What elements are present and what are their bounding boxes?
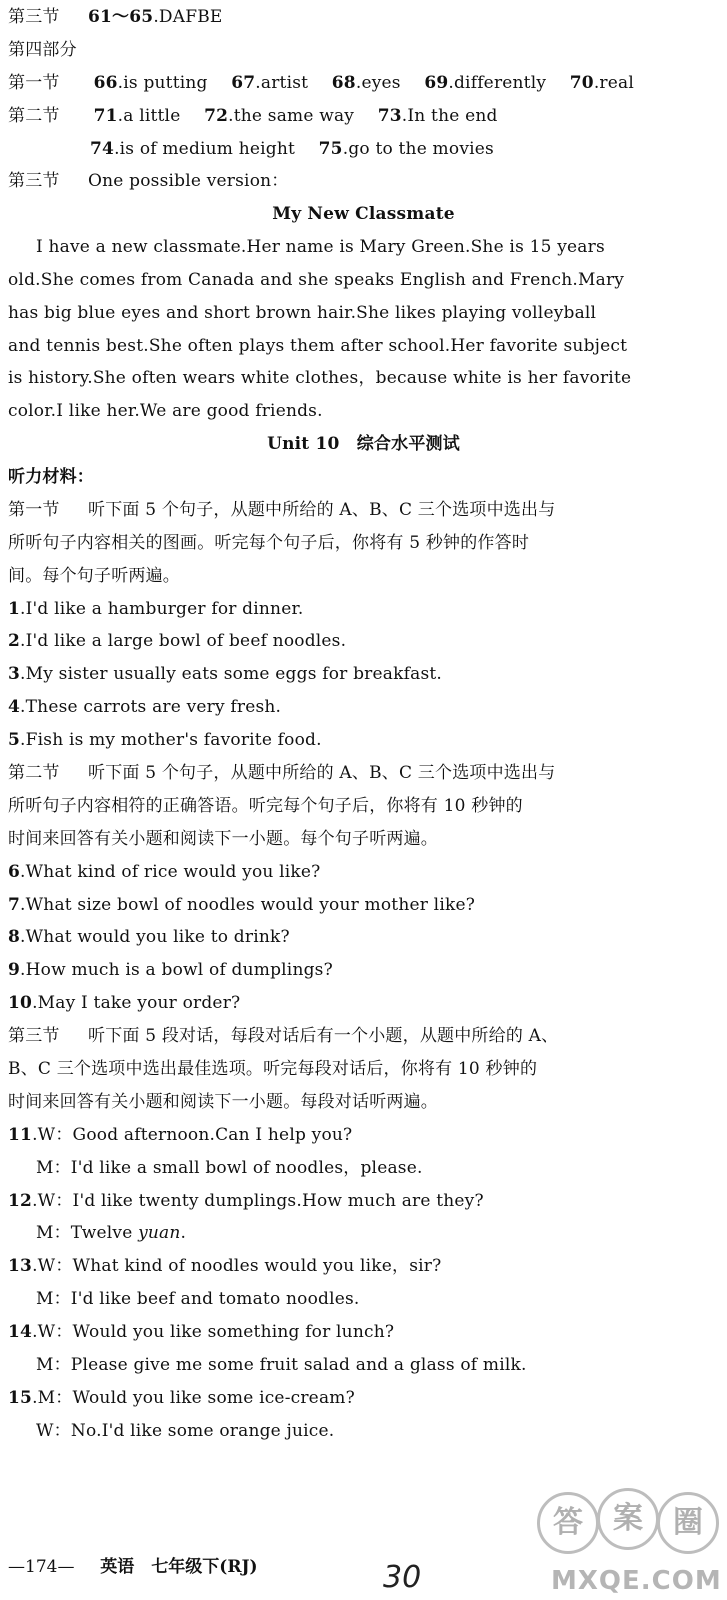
part3-section3: 第三节 61～65.DAFBE [8, 7, 223, 27]
essay-title: My New Classmate [272, 204, 455, 224]
essay-line: I have a new classmate.Her name is Mary Green.She is 15 years [36, 237, 605, 257]
list-item: 2.I'd like a large bowl of beef noodles. [8, 631, 347, 651]
essay-line: has big blue eyes and short brown hair.She likes playing volleyball [8, 303, 597, 323]
dialog-line-a: 14.W：Would you like something for lunch? [8, 1322, 395, 1342]
watermark-char: 圈 [657, 1492, 719, 1554]
dialog-line-a: 15.M：Would you like some ice-cream? [8, 1388, 355, 1408]
page-footer [8, 1556, 258, 1578]
unit-title: Unit 10 综合水平测试 [267, 434, 460, 454]
list-item: 8.What would you like to drink? [8, 927, 290, 947]
list-item: 3.My sister usually eats some eggs for breakfast. [8, 664, 442, 684]
lsec2-instruction: 第二节 听下面 5 个句子，从题中所给的 A、B、C 三个选项中选出与 [8, 763, 556, 783]
part4-section1: 第一节 66.is putting 67.artist 68.eyes 69.differently 70.real [8, 73, 634, 93]
list-item: 6.What kind of rice would you like? [8, 862, 321, 882]
dialog-line-b: W：No.I'd like some orange juice. [36, 1421, 335, 1441]
dialog-line-b: M：Twelve yuan. [36, 1223, 187, 1243]
dialog-line-a: 11.W：Good afternoon.Can I help you? [8, 1125, 353, 1145]
handwritten-number: 30 [383, 1560, 422, 1595]
lsec1-instruction: 间。每个句子听两遍。 [8, 566, 180, 586]
subject-label: 英语 七年级下(RJ) [100, 1557, 258, 1577]
list-item: 4.These carrots are very fresh. [8, 697, 282, 717]
list-item: 9.How much is a bowl of dumplings? [8, 960, 333, 980]
lsec2-instruction: 所听句子内容相符的正确答语。听完每个句子后，你将有 10 秒钟的 [8, 796, 523, 816]
part4-section2-line1: 第二节 71.a little 72.the same way 73.In the end [8, 106, 498, 126]
essay-line: is history.She often wears white clothes，because white is her favorite [8, 368, 632, 388]
lsec3-instruction: B、C 三个选项中选出最佳选项。听完每段对话后，你将有 10 秒钟的 [8, 1059, 538, 1079]
lsec2-instruction: 时间来回答有关小题和阅读下一小题。每个句子听两遍。 [8, 829, 438, 849]
part4-section3: 第三节 One possible version： [8, 171, 289, 191]
lsec3-instruction: 时间来回答有关小题和阅读下一小题。每段对话听两遍。 [8, 1092, 438, 1112]
part4-section2-line2: 74.is of medium height 75.go to the movies [90, 139, 494, 159]
dialog-line-a: 13.W：What kind of noodles would you like，sir? [8, 1256, 442, 1276]
lsec1-instruction: 所听句子内容相关的图画。听完每个句子后，你将有 5 秒钟的作答时 [8, 533, 530, 553]
lsec3-instruction: 第三节 听下面 5 段对话，每段对话后有一个小题，从题中所给的 A、 [8, 1026, 559, 1046]
listening-title: 听力材料： [8, 467, 94, 487]
watermark-char: 案 [597, 1488, 659, 1550]
watermark-char: 答 [537, 1492, 599, 1554]
essay-line: color.I like her.We are good friends. [8, 401, 323, 421]
essay-line: old.She comes from Canada and she speaks English and French.Mary [8, 270, 625, 290]
dialog-line-a: 12.W：I'd like twenty dumplings.How much are they? [8, 1191, 484, 1211]
list-item: 10.May I take your order? [8, 993, 241, 1013]
list-item: 1.I'd like a hamburger for dinner. [8, 599, 304, 619]
dialog-line-b: M：I'd like a small bowl of noodles，please. [36, 1158, 423, 1178]
watermark-url: MXQE.COM [551, 1566, 722, 1596]
dialog-line-b: M：I'd like beef and tomato noodles. [36, 1289, 360, 1309]
dialog-line-b: M：Please give me some fruit salad and a glass of milk. [36, 1355, 527, 1375]
watermark-logo [531, 1488, 721, 1598]
page-number: —174— [8, 1557, 75, 1577]
list-item: 7.What size bowl of noodles would your mother like? [8, 895, 476, 915]
list-item: 5.Fish is my mother's favorite food. [8, 730, 322, 750]
part4-heading: 第四部分 [8, 40, 77, 60]
lsec1-instruction: 第一节 听下面 5 个句子，从题中所给的 A、B、C 三个选项中选出与 [8, 500, 556, 520]
essay-line: and tennis best.She often plays them after school.Her favorite subject [8, 336, 628, 356]
